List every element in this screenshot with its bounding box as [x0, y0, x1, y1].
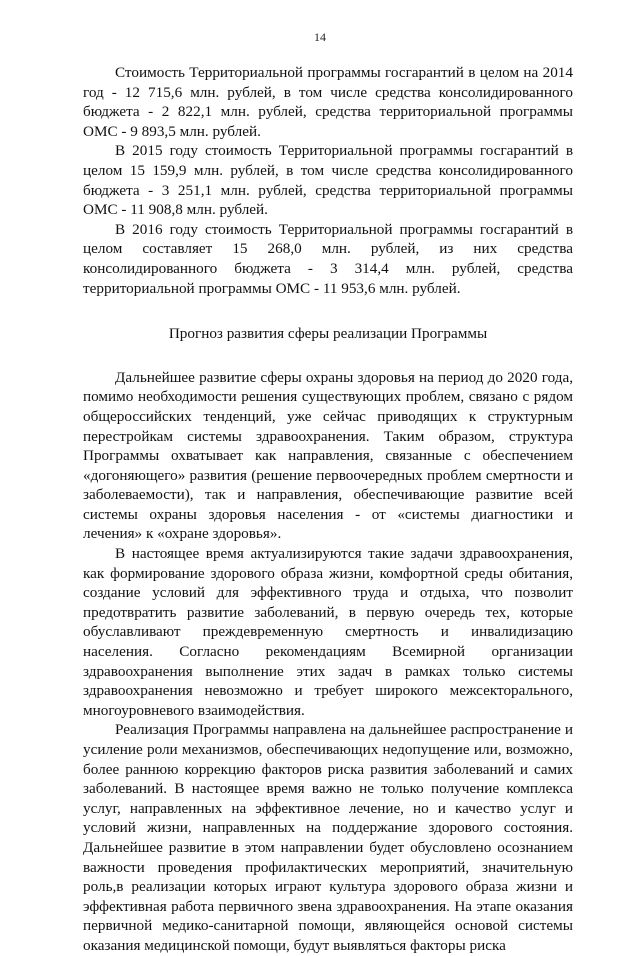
paragraph-cost-2014: Стоимость Территориальной программы госгарантий в целом на 2014 год - 12 715,6 млн. рублей, в том числе средства консолидированного бюджета - 2 822,1 млн. рублей, средства территориальной программы ОМС - 9 893,5 млн. рублей.	[83, 64, 573, 140]
paragraph-cost-2016: В 2016 году стоимость Территориальной программы госгарантий в целом составляет 15 268,0 млн. рублей, из них средства консолидированного бюджета - 3 314,4 млн. рублей, средства территориальной программы ОМС - 11 953,6 млн. рублей.	[83, 220, 573, 297]
body-text	[83, 63, 573, 956]
section-heading: Прогноз развития сферы реализации Программы	[168, 325, 488, 343]
paragraph-program-implementation: Реализация Программы направлена на дальнейшее распространение и усиление роли механизмов, обеспечивающих недопущение или, возможно, более раннюю коррекцию факторов риска развития заболеваний и самих заболеваний. В настоящее время важно не только получение комплекса услуг, направленных на эффективное лечение, но и качество услуг и условий жизни, направленных на поддержание здорового состояния. Дальнейшее развитие в этом направлении будет обусловлено осознанием важности проведения профилактических мероприятий, значительную роль,в реализации которых играют культура здорового образа жизни и эффективная работа первичного звена здравоохранения. На этапе оказания первичной медико-санитарной помощи, являющейся основой системы оказания медицинской помощи, будут выявляться факторы риска	[83, 721, 573, 954]
paragraph-cost-2015: В 2015 году стоимость Территориальной программы госгарантий в целом 15 159,9 млн. рублей, в том числе средства консолидированного бюджета - 3 251,1 млн. рублей, средства территориальной программы ОМС - 11 908,8 млн. рублей.	[83, 142, 573, 219]
page-number: 14	[314, 30, 326, 44]
paragraph-current-tasks: В настоящее время актуализируются такие задачи здравоохранения, как формирование здорового образа жизни, комфортной среды обитания, создание условий для эффективного труда и отдыха, что позволит предотвратить развитие заболеваний, в первую очередь тех, которые обуславливают преждевременную смертность и инвалидизацию населения. Согласно рекомендациям Всемирной организации здравоохранения выполнение этих задач в рамках только системы здравоохранения невозможно и требует широкого межсекторального, многоуровневого взаимодействия.	[83, 545, 573, 719]
paragraph-development: Дальнейшее развитие сферы охраны здоровья на период до 2020 года, помимо необходимости решения существующих проблем, связано с рядом общероссийских тенденций, уже сейчас приводящих к структурным перестройкам системы здравоохранения. Таким образом, структура Программы охватывает как направления, связанные с обеспечением «догоняющего» развития (решение первоочередных проблем смертности и заболеваемости), так и направления, обеспечивающие развитие всей системы охраны здоровья населения - от «системы диагностики и лечения» к «охране здоровья».	[83, 368, 573, 543]
